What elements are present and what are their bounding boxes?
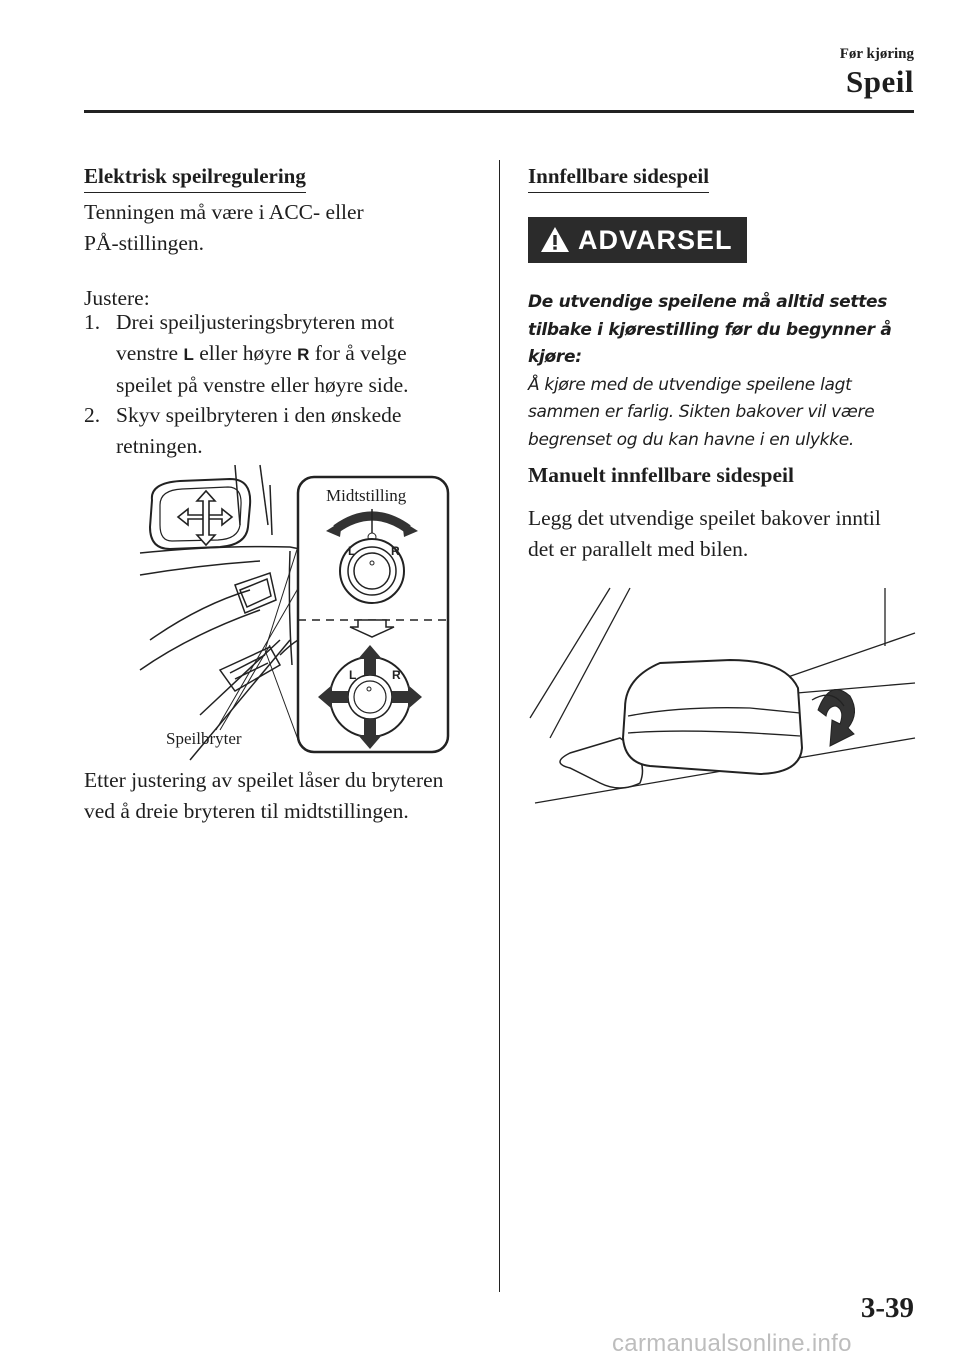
step-2 [84, 400, 484, 464]
after-text-line-1: Etter justering av speilet låser du bryteren [84, 768, 444, 792]
label-mirror-switch: Speilbryter [166, 729, 242, 748]
warning-badge [528, 217, 747, 263]
sub-heading-manual: Manuelt innfellbare sidespeil [528, 463, 794, 487]
warning-text [528, 289, 908, 454]
svg-text:L: L [348, 544, 356, 558]
side-mirror-shape [560, 660, 802, 788]
warning-badge-label: ADVARSEL [578, 224, 733, 255]
step-2-line-2: retningen. [116, 434, 203, 458]
intro-line-2: PÅ-stillingen. [84, 231, 205, 255]
column-divider [499, 160, 500, 1292]
step-2-line-1: Skyv speilbryteren i den ønskede [116, 403, 402, 427]
section-label: Før kjøring [839, 46, 914, 62]
left-key-symbol: L [183, 345, 194, 364]
intro-line-1: Tenningen må være i ACC- eller [84, 200, 364, 224]
step-1-line-2: venstre L eller høyre R for å velge [116, 341, 407, 365]
label-center-position: Midtstilling [326, 486, 407, 505]
warning-bold-line-2: tilbake i kjørestilling før du begynner å [528, 319, 892, 340]
warning-line-3: begrenset og du kan havne i en ulykke. [528, 429, 855, 450]
step-1-line-3: speilet på venstre eller høyre side. [116, 373, 409, 397]
folding-mirror-illustration [530, 588, 915, 808]
header-rule [84, 110, 914, 113]
body-line-1: Legg det utvendige speilet bakover inntil [528, 506, 881, 530]
step-1-number: 1. [84, 310, 101, 334]
warning-line-2: sammen er farlig. Sikten bakover vil være [528, 402, 875, 422]
warning-bold-line-3: kjøre: [528, 347, 582, 367]
after-text-line-2: ved å dreie bryteren til midtstillingen. [84, 799, 409, 823]
adjust-label: Justere: [84, 286, 150, 310]
right-key-symbol: R [297, 345, 310, 364]
warning-bold-line-1: De utvendige speilene må alltid settes [528, 292, 888, 312]
step-2-text [116, 400, 486, 462]
step-1-line-1: Drei speiljusteringsbryteren mot [116, 310, 395, 334]
warning-line-1: Å kjøre med de utvendige speilene lagt [528, 374, 852, 395]
page-number: 3-39 [860, 1292, 914, 1324]
svg-text:R: R [392, 668, 401, 682]
step-1 [84, 307, 484, 407]
page-title: Speil [846, 64, 914, 99]
step-1-text [116, 307, 486, 401]
svg-text:R: R [391, 544, 400, 558]
step-2-number: 2. [84, 403, 101, 427]
section-heading-folding: Innfellbare sidespeil [528, 165, 709, 193]
section-heading-electric: Elektrisk speilregulering [84, 165, 306, 193]
svg-text:L: L [349, 668, 357, 682]
watermark: carmanualsonline.info [612, 1330, 852, 1357]
mirror-switch-illustration [140, 465, 460, 760]
exclamation-triangle-icon [540, 225, 570, 255]
body-line-2: det er parallelt med bilen. [528, 537, 749, 561]
